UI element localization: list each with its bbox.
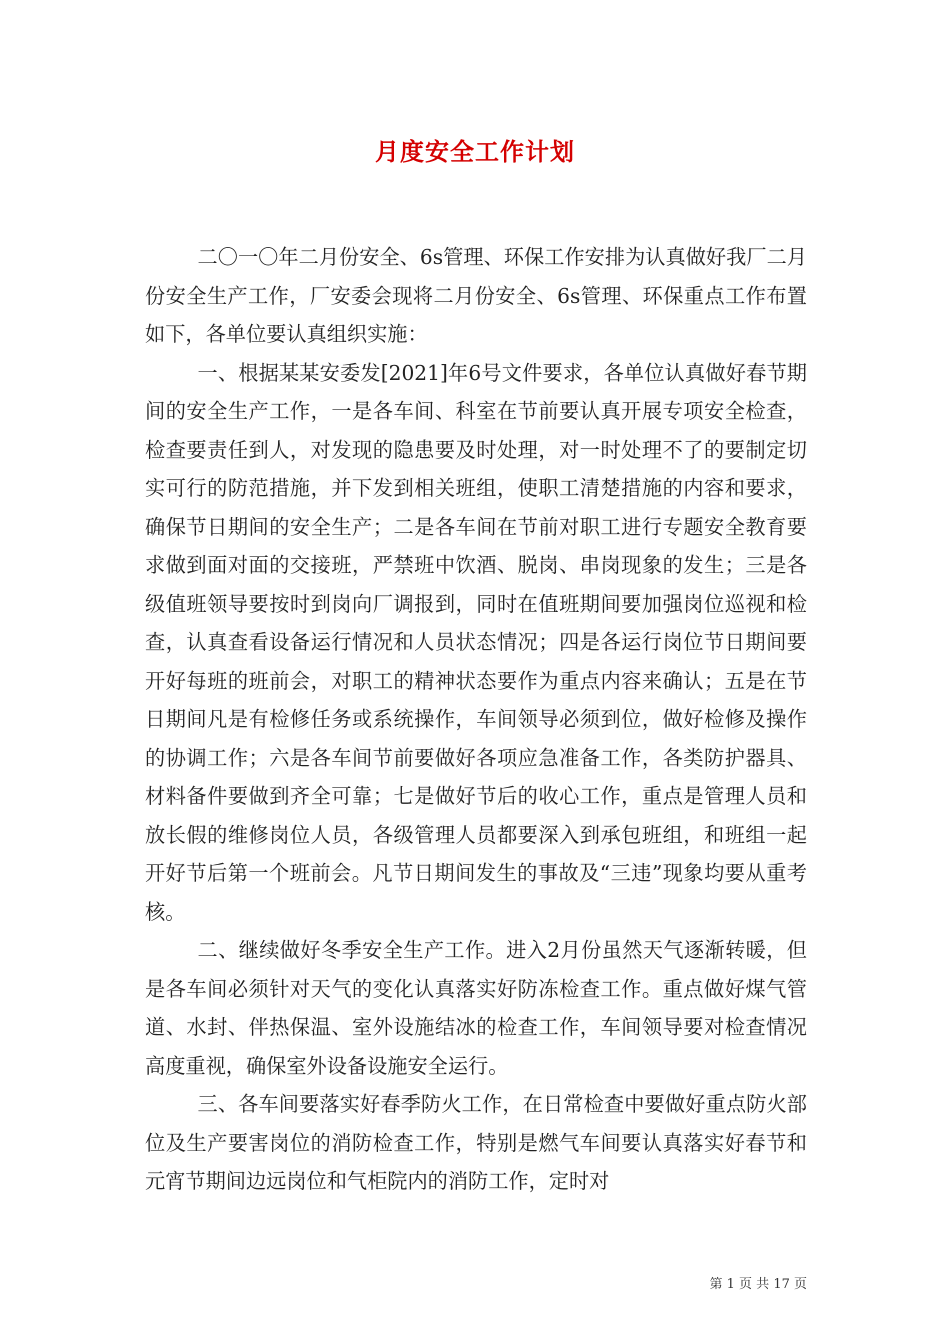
page-title: 月度安全工作计划 xyxy=(375,137,575,166)
paragraph-section-3: 三、各车间要落实好春季防火工作，在日常检查中要做好重点防火部位及生产要害岗位的消防检查工作，特别是燃气车间要认真落实好春节和元宵节期间边远岗位和气柜院内的消防工作，定时对 xyxy=(145,1092,807,1193)
page-footer: 第 1 页 共 17 页 xyxy=(709,1277,807,1292)
paragraph-intro: 二〇一〇年二月份安全、6s管理、环保工作安排为认真做好我厂二月份安全生产工作，厂安委会现将二月份安全、6s管理、环保重点工作布置如下，各单位要认真组织实施： xyxy=(145,245,807,346)
paragraph-section-2: 二、继续做好冬季安全生产工作。进入2月份虽然天气逐渐转暖，但是各车间必须针对天气的变化认真落实好防冻检查工作。重点做好煤气管道、水封、伴热保温、室外设施结冰的检查工作，车间领导要对检查情况高度重视，确保室外设备设施安全运行。 xyxy=(145,938,807,1078)
document-body xyxy=(145,238,807,1201)
paragraph-section-1: 一、根据某某安委发[2021]年6号文件要求，各单位认真做好春节期间的安全生产工作，一是各车间、科室在节前要认真开展专项安全检查，检查要责任到人，对发现的隐患要及时处理，对一时处理不了的要制定切实可行的防范措施，并下发到相关班组，使职工清楚措施的内容和要求，确保节日期间的安全生产；二是各车间在节前对职工进行专题安全教育要求做到面对面的交接班，严禁班中饮酒、脱岗、串岗现象的发生；三是各级值班领导要按时到岗向厂调报到，同时在值班期间要加强岗位巡视和检查，认真查看设备运行情况和人员状态情况；四是各运行岗位节日期间要开好每班的班前会，对职工的精神状态要作为重点内容来确认；五是在节日期间凡是有检修任务或系统操作，车间领导必须到位，做好检修及操作的协调工作；六是各车间节前要做好各项应急准备工作，各类防护器具、材料备件要做到齐全可靠；七是做好节后的收心工作，重点是管理人员和放长假的维修岗位人员，各级管理人员都要深入到承包班组，和班组一起开好节后第一个班前会。凡节日期间发生的事故及“三违”现象均要从重考核。 xyxy=(145,360,807,924)
